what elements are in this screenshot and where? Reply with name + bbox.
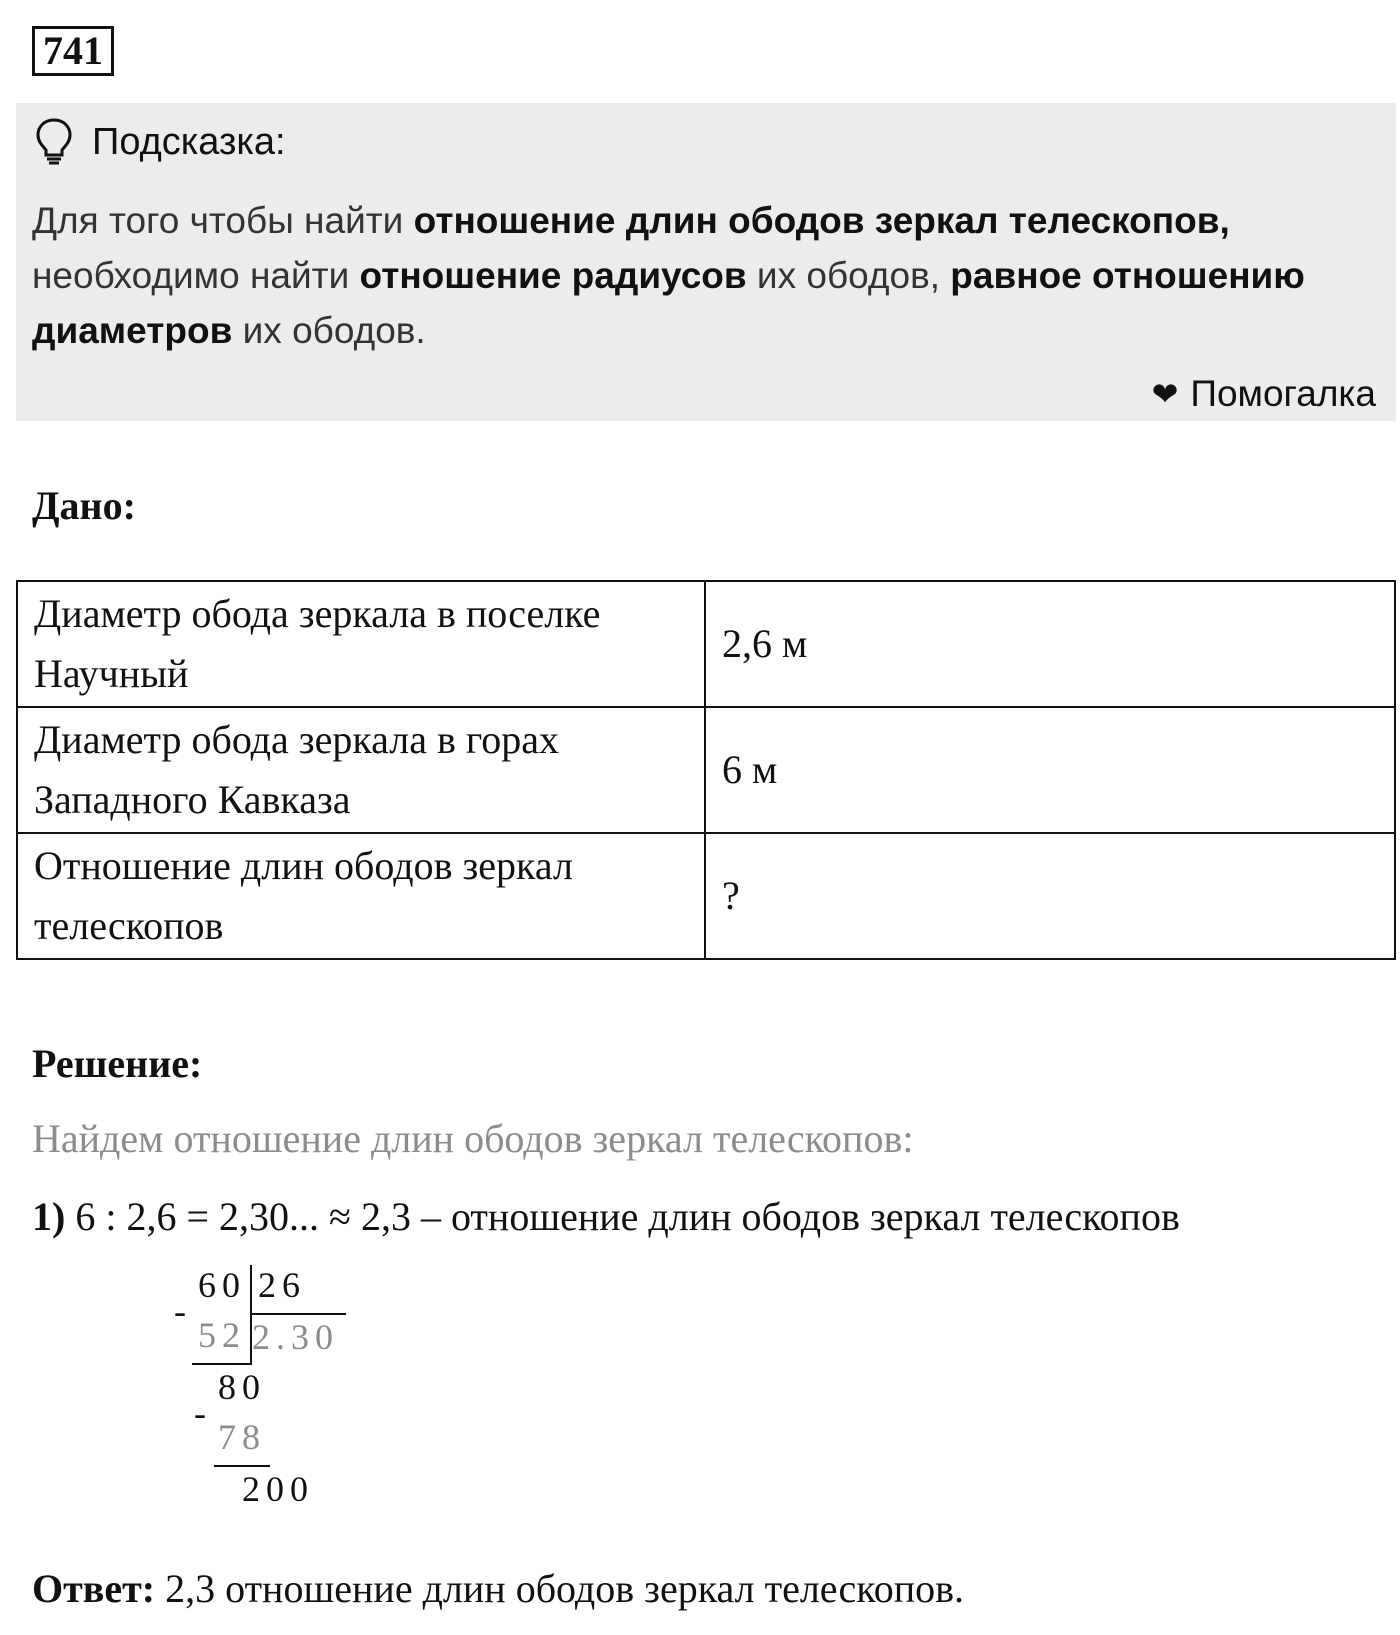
given-row <box>17 581 1395 707</box>
answer-text: 2,3 отношение длин ободов зеркал телескопов. <box>165 1566 964 1611</box>
task-number: 741 <box>32 26 114 76</box>
ld-divisor: 26 <box>258 1265 306 1305</box>
hint-header <box>34 117 286 167</box>
ld-divider-vertical <box>250 1265 252 1365</box>
given-label: Отношение длин ободов зеркал телескопов <box>17 833 705 959</box>
hint-title: Подсказка: <box>92 120 286 163</box>
solution-heading: Решение: <box>32 1041 203 1086</box>
given-row <box>17 833 1395 959</box>
given-value: 6 м <box>705 707 1395 833</box>
ld-remainder: 200 <box>242 1469 314 1509</box>
credit-label: Помогалка <box>1190 373 1376 414</box>
ld-minus: - <box>194 1393 212 1433</box>
lightbulb-icon <box>34 117 74 167</box>
ld-quotient: 2.30 <box>252 1317 339 1357</box>
given-row <box>17 707 1395 833</box>
long-division <box>170 1265 410 1545</box>
step-text: 6 : 2,6 = 2,30... ≈ 2,3 – отношение длин ободов зеркал телескопов <box>75 1194 1180 1239</box>
given-value: ? <box>705 833 1395 959</box>
answer-line <box>32 1565 964 1612</box>
ld-divider-horizontal <box>250 1313 346 1315</box>
hint-text: Для того чтобы найти отношение длин ободов зеркал телескопов, необходимо найти отношение радиусов их ободов, равное отношению диаметров их ободов. <box>32 200 1305 351</box>
given-value: 2,6 м <box>705 581 1395 707</box>
ld-dividend: 60 <box>198 1265 246 1305</box>
ld-remainder: 80 <box>218 1367 266 1407</box>
answer-label: Ответ: <box>32 1566 156 1611</box>
ld-underline <box>192 1363 250 1365</box>
given-label: Диаметр обода зеркала в поселке Научный <box>17 581 705 707</box>
solution-intro: Найдем отношение длин ободов зеркал телескопов: <box>32 1116 914 1161</box>
ld-minus: - <box>174 1291 192 1331</box>
step-number: 1) <box>32 1194 66 1239</box>
hint-credit <box>1152 373 1376 415</box>
hint-box <box>16 103 1396 421</box>
given-label: Диаметр обода зеркала в горах Западного Кавказа <box>17 707 705 833</box>
ld-subtrahend: 52 <box>198 1315 246 1355</box>
given-table <box>16 580 1396 960</box>
ld-subtrahend: 78 <box>218 1417 266 1457</box>
heart-icon: ❤ <box>1151 376 1179 412</box>
given-heading: Дано: <box>32 483 136 528</box>
ld-underline <box>214 1465 270 1467</box>
solution-step <box>32 1193 1180 1240</box>
